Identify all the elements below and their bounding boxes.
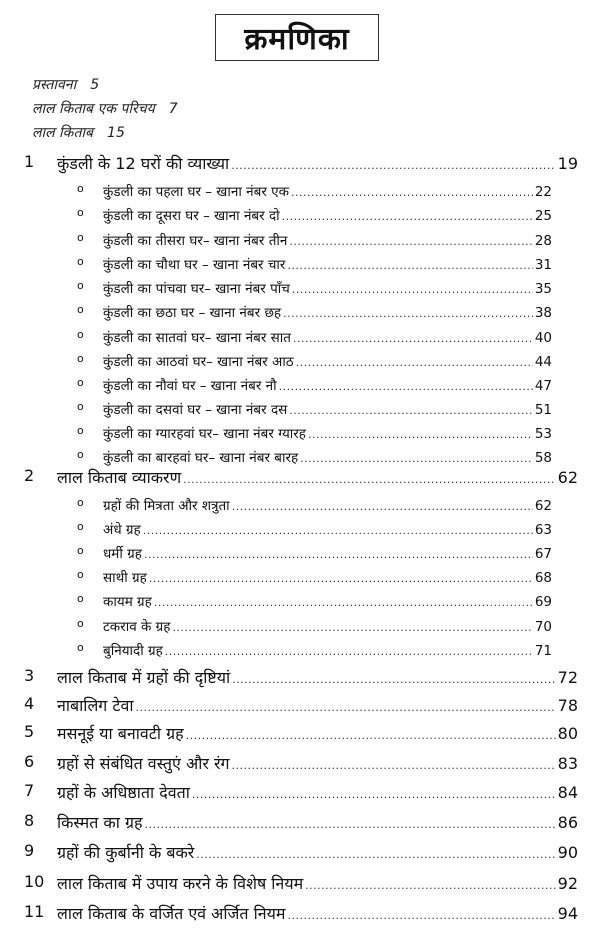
page-number: 58	[534, 450, 552, 466]
chapter-number: 8	[24, 811, 35, 830]
bullet-icon: o	[77, 376, 84, 389]
entry-title[interactable]: नाबालिग टेवा	[57, 696, 134, 715]
dot-leader	[289, 402, 533, 418]
dot-leader	[196, 843, 555, 862]
dot-leader	[296, 354, 533, 370]
page-number: 67	[534, 546, 552, 562]
bullet-icon: o	[77, 592, 84, 605]
dot-leader	[183, 468, 556, 487]
entry-title[interactable]: कुंडली का छठा घर – खाना नंबर छह	[103, 305, 282, 321]
bullet-icon: o	[77, 303, 84, 316]
dot-leader	[305, 874, 555, 893]
dot-leader	[300, 450, 533, 466]
bullet-icon: o	[77, 279, 84, 292]
prelim-item	[32, 123, 125, 142]
page-number: 90	[557, 843, 578, 862]
prelim-item	[32, 75, 99, 94]
dot-leader	[287, 257, 532, 273]
page-number: 31	[534, 257, 552, 273]
entry-title[interactable]: कुंडली का तीसरा घर– खाना नंबर तीन	[103, 233, 288, 249]
entry-title[interactable]: कुंडली का नौवां घर – खाना नंबर नौ	[103, 378, 277, 394]
chapter-number: 9	[24, 841, 35, 860]
entry-title[interactable]: ग्रहों से संबंधित वस्तुएं और रंग	[57, 754, 230, 773]
dot-leader	[154, 594, 533, 610]
dot-leader	[231, 154, 555, 173]
page-number: 68	[534, 570, 552, 586]
entry-title[interactable]: ग्रहों के अधिष्ठाता देवता	[57, 783, 190, 802]
chapter-number: 5	[24, 722, 35, 741]
bullet-icon: o	[77, 424, 84, 437]
chapter-number: 3	[24, 666, 35, 685]
toc-title: क्रमणिका	[244, 22, 350, 57]
dot-leader	[232, 668, 555, 687]
dot-leader	[287, 904, 555, 923]
entry-title[interactable]: किस्मत का ग्रह	[57, 813, 143, 832]
chapter-number: 2	[24, 466, 35, 485]
bullet-icon: o	[77, 328, 84, 341]
page-number: 94	[557, 904, 578, 923]
dot-leader	[136, 696, 556, 715]
page-number: 78	[557, 696, 578, 715]
prelim-label: लाल किताब एक परिचय	[32, 101, 155, 117]
entry-title[interactable]: कुंडली के 12 घरों की व्याख्या	[57, 154, 230, 173]
chapter-number: 4	[24, 694, 35, 713]
dot-leader	[232, 754, 556, 773]
page-number: 25	[534, 208, 552, 224]
page-number: 40	[534, 330, 552, 346]
dot-leader	[186, 724, 556, 743]
dot-leader	[144, 813, 555, 832]
bullet-icon: o	[77, 448, 84, 461]
entry-title[interactable]: बुनियादी ग्रह	[103, 643, 163, 659]
entry-title[interactable]: अंधे ग्रह	[103, 522, 141, 538]
dot-leader	[232, 498, 533, 514]
bullet-icon: o	[77, 544, 84, 557]
dot-leader	[192, 783, 556, 802]
page-number: 35	[534, 281, 552, 297]
dot-leader	[308, 426, 533, 442]
entry-title[interactable]: मसनूई या बनावटी ग्रह	[57, 724, 184, 743]
page-number: 84	[557, 783, 578, 802]
bullet-icon: o	[77, 617, 84, 630]
page-number: 38	[534, 305, 552, 321]
page-number: 71	[534, 643, 552, 659]
bullet-icon: o	[77, 496, 84, 509]
page-number: 47	[534, 378, 552, 394]
entry-title[interactable]: कुंडली का पांचवा घर– खाना नंबर पाँच	[103, 281, 290, 297]
page-number: 83	[557, 754, 578, 773]
chapter-number: 10	[24, 872, 45, 891]
entry-title[interactable]: कुंडली का आठवां घर– खाना नंबर आठ	[103, 354, 294, 370]
bullet-icon: o	[77, 255, 84, 268]
dot-leader	[289, 233, 532, 249]
prelim-label: लाल किताब	[32, 125, 94, 141]
page-number: 72	[557, 668, 578, 687]
bullet-icon: o	[77, 352, 84, 365]
page-number: 63	[534, 522, 552, 538]
dot-leader	[165, 643, 533, 659]
dot-leader	[283, 305, 533, 321]
dot-leader	[279, 378, 533, 394]
dot-leader	[291, 184, 533, 200]
entry-title[interactable]: कुंडली का पहला घर – खाना नंबर एक	[103, 184, 289, 200]
dot-leader	[292, 281, 533, 297]
chapter-number: 6	[24, 752, 35, 771]
page-number: 28	[534, 233, 552, 249]
chapter-number: 1	[24, 152, 35, 171]
dot-leader	[172, 619, 532, 635]
page-number: 53	[534, 426, 552, 442]
chapter-number: 11	[24, 902, 45, 921]
entry-title[interactable]: कायम ग्रह	[103, 594, 152, 610]
page-number: 92	[557, 874, 578, 893]
page-number: 44	[534, 354, 552, 370]
entry-title[interactable]: कुंडली का ग्यारहवां घर– खाना नंबर ग्यारह	[103, 426, 306, 442]
page-number: 51	[534, 402, 552, 418]
page-number: 86	[557, 813, 578, 832]
entry-title[interactable]: धर्मी ग्रह	[103, 546, 142, 562]
entry-title[interactable]: ग्रहों की मित्रता और शत्रुता	[103, 498, 230, 514]
entry-title[interactable]: कुंडली का चौथा घर – खाना नंबर चार	[103, 257, 286, 273]
prelim-label: प्रस्तावना	[32, 77, 77, 93]
dot-leader	[293, 330, 533, 346]
dot-leader	[143, 522, 533, 538]
dot-leader	[282, 208, 533, 224]
entry-title[interactable]: कुंडली का दसवां घर – खाना नंबर दस	[103, 402, 288, 418]
entry-title[interactable]: कुंडली का सातवां घर– खाना नंबर सात	[103, 330, 291, 346]
prelim-item	[32, 99, 178, 118]
entry-title[interactable]: कुंडली का दूसरा घर – खाना नंबर दो	[103, 208, 280, 224]
page-number: 22	[534, 184, 552, 200]
dot-leader	[144, 546, 533, 562]
bullet-icon: o	[77, 641, 84, 654]
page-number: 62	[534, 498, 552, 514]
toc-title-box	[215, 14, 379, 61]
page-number: 69	[534, 594, 552, 610]
prelim-page: 5	[90, 77, 100, 93]
bullet-icon: o	[77, 231, 84, 244]
entry-title[interactable]: लाल किताब व्याकरण	[57, 468, 182, 487]
chapter-number: 7	[24, 781, 35, 800]
prelim-page: 7	[168, 101, 178, 117]
entry-title[interactable]: कुंडली का बारहवां घर– खाना नंबर बारह	[103, 450, 299, 466]
page-number: 19	[557, 154, 578, 173]
page-number: 80	[557, 724, 578, 743]
entry-title[interactable]: लाल किताब के वर्जित एवं अर्जित नियम	[57, 904, 286, 923]
bullet-icon: o	[77, 182, 84, 195]
bullet-icon: o	[77, 400, 84, 413]
dot-leader	[149, 570, 533, 586]
prelim-page: 15	[107, 125, 125, 141]
bullet-icon: o	[77, 568, 84, 581]
page-number: 62	[557, 468, 578, 487]
entry-title[interactable]: टकराव के ग्रह	[103, 619, 171, 635]
bullet-icon: o	[77, 206, 84, 219]
page-number: 70	[534, 619, 552, 635]
entry-title[interactable]: साथी ग्रह	[103, 570, 147, 586]
entry-title[interactable]: लाल किताब में ग्रहों की दृष्टियां	[57, 668, 231, 687]
entry-title[interactable]: ग्रहों की कुर्बानी के बकरे	[57, 843, 195, 862]
entry-title[interactable]: लाल किताब में उपाय करने के विशेष नियम	[57, 874, 304, 893]
bullet-icon: o	[77, 520, 84, 533]
